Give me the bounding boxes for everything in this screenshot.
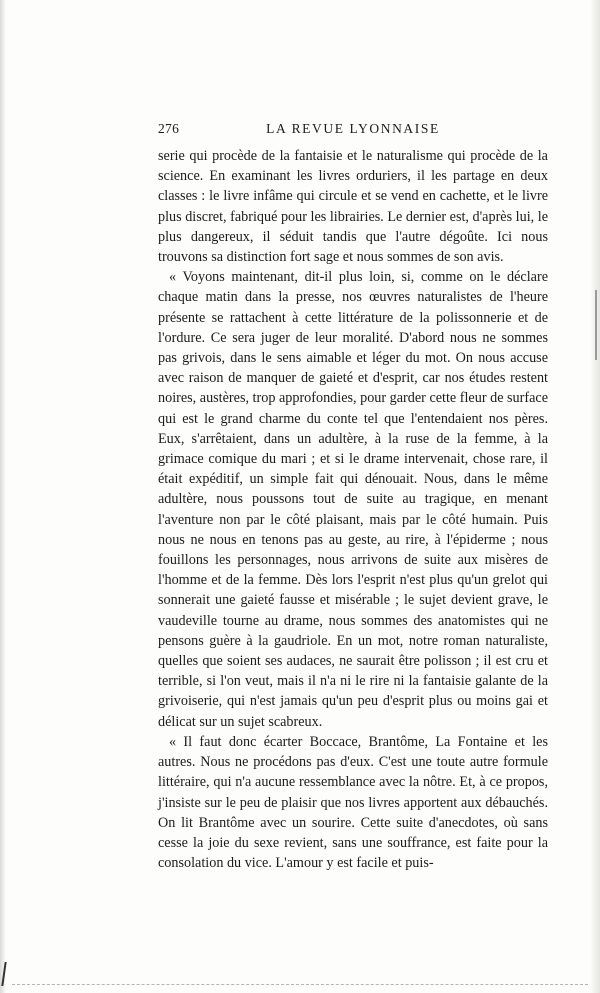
page-bottom-edge	[12, 984, 588, 986]
page-number: 276	[158, 121, 180, 136]
paragraph-continuation: serie qui procède de la fantaisie et le naturalisme qui procède de la science. En examinant les livres orduriers, il les partage en deux classes : le livre infâme qui circule et se vend en cachette, et le livre plus discret, fabriqué pour les librairies. Le dernier est, d'après lui, le plus dangereux, il séduit tandis que l'autre dégoûte. Ici nous trouvons sa distinction fort sage et nous sommes de son avis.	[158, 148, 548, 266]
paragraph-quote-1: « Voyons maintenant, dit-il plus loin, si, comme on le déclare chaque matin dans la presse, nos œuvres naturalistes de l'heure présente se rattachent à cette littérature de la polissonnerie et de l'ordure. Ce sera juger de leur moralité. D'abord nous ne sommes pas grivois, dans le sens aimable et léger du mot. On nous accuse avec raison de manquer de gaieté et d'esprit, car nos études restent noires, austères, trop approfondies, pour garder cette fleur de surface qui est le grand charme du conte tel que l'entendaient nos pères. Eux, s'arrêtaient, dans un adultère, à la ruse de la femme, à la grimace comique du mari ; et si le drame intervenait, chose rare, il était expéditif, un simple fait qui dénouait. Nous, dans le même adultère, nous poussons tout de suite au tragique, en menant l'aventure non par le côté plaisant, mais par le côté humain. Puis nous ne nous en tenons pas au geste, au rire, à l'épiderme ; nous fouillons les personnages, nous arrivons de suite aux misères de l'homme et de la femme. Dès lors l'esprit n'est plus qu'un grelot qui sonnerait une gaieté fausse et misérable ; le sujet devient grave, le vaudeville tourne au drame, nous sommes des anatomistes qui ne pensons guère à la gaudriole. En un mot, notre roman naturaliste, quelles que soient ses audaces, ne saurait être polisson ; il est cru et terrible, si l'on veut, mais il n'a ni le rire ni la fantaisie galante de la grivoiserie, qui n'est jamais qu'un peu d'esprit plus ou moins gai et délicat sur un sujet scabreux.	[158, 269, 548, 730]
paragraph-quote-2: « Il faut donc écarter Boccace, Brantôme, La Fontaine et les autres. Nous ne procédons pas d'eux. C'est une toute autre formule littéraire, qui n'a aucune ressemblance avec la nôtre. Et, à ce propos, j'insiste sur le peu de plaisir que nos livres apportent aux débauchés. On lit Brantôme avec un sourire. Cette suite d'anecdotes, où sans cesse la joie du sexe revient, sans une souffrance, est faite pour la consolation du vice. L'amour y est facile et puis-	[158, 733, 548, 872]
margin-mark	[595, 290, 597, 360]
running-title: LA REVUE LYONNAISE	[266, 121, 440, 136]
page-right-edge	[590, 0, 600, 993]
page-header	[158, 121, 548, 143]
page-left-edge	[0, 0, 6, 993]
body-text	[158, 146, 548, 873]
